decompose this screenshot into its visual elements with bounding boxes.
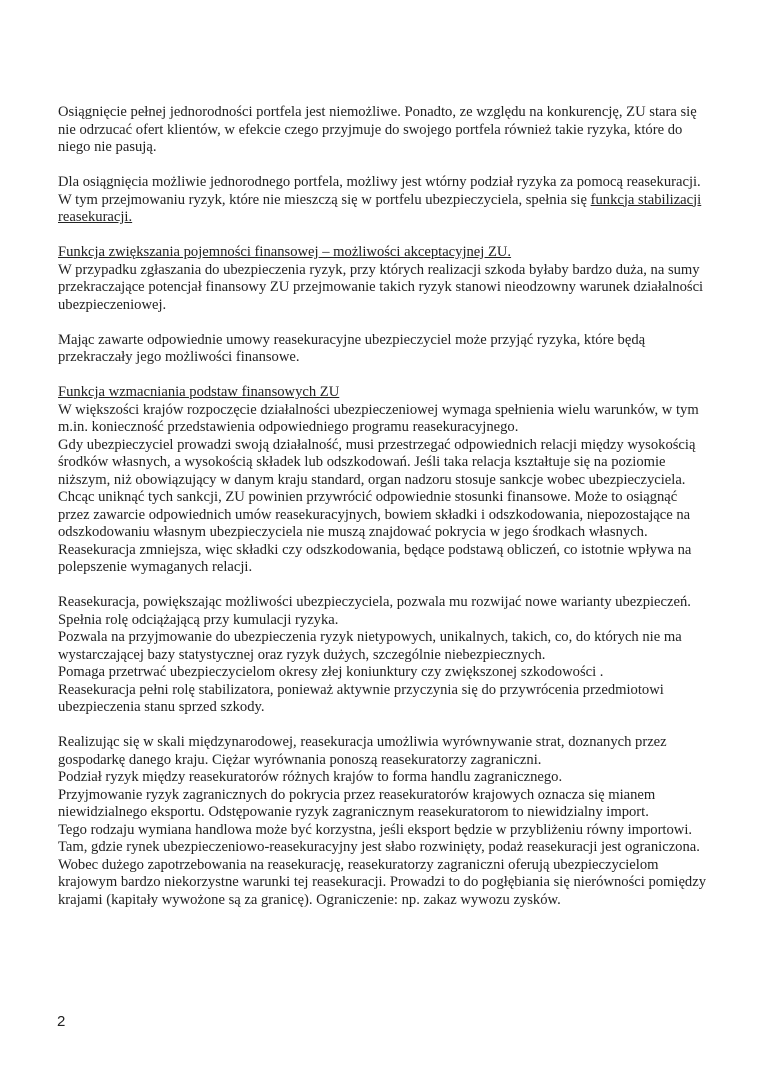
paragraph-portfolio-homogeneity: Osiągnięcie pełnej jednorodności portfela jest niemożliwe. Ponadto, ze względu na konkurencję, ZU stara się nie odrzucać ofert klientów, w efekcie czego przyjmuje do swojego portfela również takie ryzyka, które do niego nie pasują.	[58, 104, 697, 155]
paragraph-new-variants: Reasekuracja, powiększając możliwości ubezpieczyciela, pozwala mu rozwijać nowe warianty ubezpieczeń.	[58, 594, 691, 610]
document-page	[58, 104, 708, 909]
stabilization-function-link: funkcja stabilizacji reasekuracji.	[58, 191, 702, 225]
heading-financial-foundations: Funkcja wzmacniania podstaw finansowych ZU	[58, 384, 340, 400]
paragraph-requirements: W większości krajów rozpoczęcie działalności ubezpieczeniowej wymaga spełnienia wielu warunków, w tym m.in. konieczność przedstawienia odpowiedniego programu reasekuracyjnego.	[58, 401, 699, 435]
spacer	[58, 367, 708, 385]
paragraph-stabilization	[58, 192, 708, 227]
paragraph-international: Realizując się w skali międzynarodowej, reasekuracja umożliwia wyrównywanie strat, doznanych przez gospodarkę danego kraju. Ciężar wyrównania ponoszą reasekuratorzy zagraniczni.	[58, 734, 667, 768]
paragraph-large-risks: W przypadku zgłaszania do ubezpieczenia ryzyk, przy których realizacji szkoda byłaby bardzo duża, na sumy przekraczające potencjał finansowy ZU przejmowanie takich ryzyk stanowi nieodzowny warunek działalności ubezpieczeniowej.	[58, 261, 704, 313]
paragraph-underdeveloped-market: Tam, gdzie rynek ubezpieczeniowo-reasekuracyjny jest słabo rozwinięty, podaż reasekuracji jest ograniczona. Wobec dużego zapotrzebowania na reasekurację, reasekuratorzy zagraniczni oferują ubezpieczycielom krajowym bardzo niekorzystne warunki tej reasekuracji. Prowadzi to do pogłębiania się nierówności pomiędzy krajami (kapitały wywożone są za granicę). Ograniczenie: np. zakaz wywozu zysków.	[58, 839, 707, 908]
spacer	[58, 577, 708, 595]
spacer	[58, 227, 708, 245]
paragraph-bad-conjuncture: Pomaga przetrwać ubezpieczycielom okresy złej koniunktury czy zwiększonej szkodowości .	[58, 664, 604, 680]
paragraph-invisible-export: Przyjmowanie ryzyk zagranicznych do pokrycia przez reasekuratorów krajowych oznacza się mianem niewidzialnego eksportu. Odstępowanie ryzyk zagranicznym reasekuratorom to niewidzialny import.	[58, 786, 656, 820]
spacer	[58, 157, 708, 175]
spacer	[58, 717, 708, 735]
paragraph-foreign-trade: Podział ryzyk między reasekuratorów różnych krajów to forma handlu zagranicznego.	[58, 769, 563, 785]
stabilization-text: W tym przejmowaniu ryzyk, które nie mieszczą się w portfelu ubezpieczyciela, spełnia się	[58, 191, 591, 208]
paragraph-contracts: Mając zawarte odpowiednie umowy reasekuracyjne ubezpieczyciel może przyjąć ryzyka, które będą przekraczały jego możliwości finansowe.	[58, 331, 646, 365]
paragraph-trade-exchange: Tego rodzaju wymiana handlowa może być korzystna, jeśli eksport będzie w przybliżeniu równy importowi.	[58, 821, 693, 838]
paragraph-secondary-division: Dla osiągnięcia możliwie jednorodnego portfela, możliwy jest wtórny podział ryzyka za pomocą reasekuracji.	[58, 174, 701, 190]
paragraph-stabilizer: Reasekuracja pełni rolę stabilizatora, ponieważ aktywnie przyczynia się do przywrócenia przedmiotowi ubezpieczenia stanu sprzed szkody.	[58, 681, 664, 715]
spacer	[58, 314, 708, 332]
paragraph-cumulation: Spełnia rolę odciążającą przy kumulacji ryzyka.	[58, 611, 339, 628]
paragraph-atypical-risks: Pozwala na przyjmowanie do ubezpieczenia ryzyk nietypowych, unikalnych, takich, co, do których nie ma wystarczającej bazy statystycznej oraz ryzyk dużych, szczególnie niebezpiecznych.	[58, 629, 682, 663]
heading-capacity-function: Funkcja zwiększania pojemności finansowej – możliwości akceptacyjnej ZU.	[58, 244, 512, 260]
paragraph-relations: Gdy ubezpieczyciel prowadzi swoją działalność, musi przestrzegać odpowiednich relacji między wysokością środków własnych, a wysokością składek lub odszkodowań. Jeśli taka relacja kształtuje się na poziomie niższym, niż obowiązujący w danym kraju standard, organ nadzoru stosuje sankcje wobec ubezpieczyciela. Chcąc uniknąć tych sankcji, ZU powinien przywrócić odpowiednie stosunki finansowe. Może to osiągnąć przez zawarcie odpowiednich umów reasekuracyjnych, bowiem składki i odszkodowania, niepozostające na odszkodowaniu własnym ubezpieczyciela nie muszą znajdować pokrycia w jego środkach własnych. Reasekuracja zmniejsza, więc składki czy odszkodowania, będące podstawą obliczeń, co istotnie wpływa na polepszenie wymaganych relacji.	[58, 436, 696, 575]
page-number: 2	[57, 1013, 66, 1030]
